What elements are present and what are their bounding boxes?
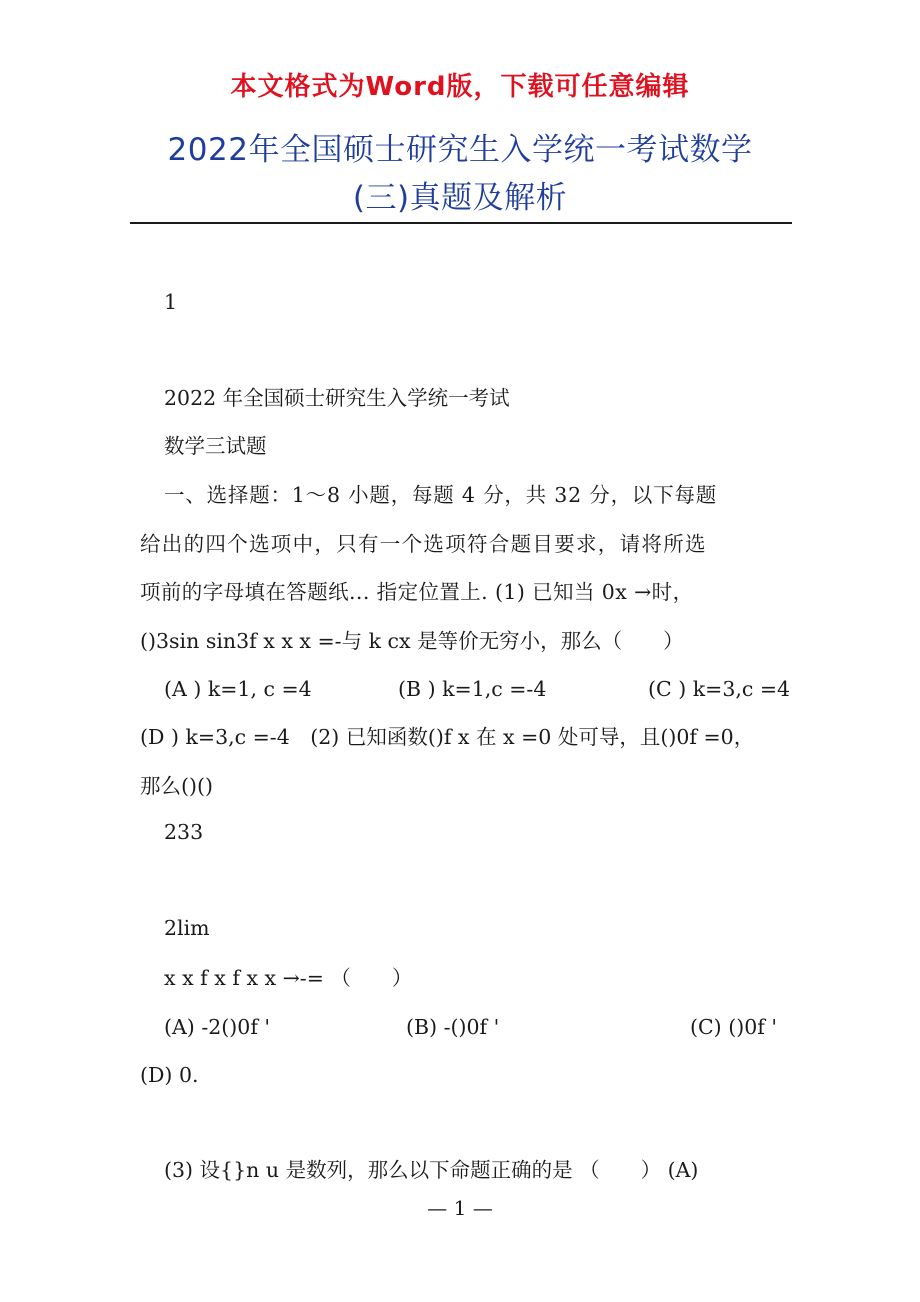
page-number: — 1 — bbox=[427, 1196, 493, 1220]
section1-intro-line-3: 项前的字母填在答题纸... 指定位置上. (1) 已知当 0x →时， bbox=[140, 580, 694, 604]
q1-option-c: (C ) k=3,c =4 bbox=[648, 677, 791, 701]
page-title-line-1: 2022年全国硕士研究生入学统一考试数学 bbox=[167, 132, 753, 168]
page-marker: 1 bbox=[164, 290, 178, 314]
page-title-line-2: (三)真题及解析 bbox=[352, 180, 568, 216]
q2-option-b: (B) -()0f ' bbox=[406, 1015, 500, 1039]
exam-title: 2022 年全国硕士研究生入学统一考试 bbox=[164, 386, 510, 410]
q2-expression: x x f x f x x →-= （ ） bbox=[164, 966, 413, 990]
q1-option-a: (A ) k=1, c =4 bbox=[164, 677, 312, 701]
title-divider bbox=[130, 222, 792, 224]
q3-stem: (3) 设{}n u 是数列，那么以下命题正确的是 （ ） (A) bbox=[164, 1158, 699, 1182]
exam-subtitle: 数学三试题 bbox=[164, 434, 267, 458]
word-version-banner: 本文格式为Word版，下载可任意编辑 bbox=[230, 72, 690, 102]
formula-fragment-lim: 2lim bbox=[164, 916, 210, 940]
section1-intro-line-1: 一、选择题：1～8 小题，每题 4 分，共 32 分，以下每题 bbox=[164, 483, 718, 507]
q1-stem: ()3sin sin3f x x x =-与 k cx 是等价无穷小，那么（ ） bbox=[140, 629, 684, 653]
q2-option-a: (A) -2()0f ' bbox=[164, 1015, 271, 1039]
q2-option-d: (D) 0. bbox=[140, 1063, 199, 1087]
formula-fragment-233: 233 bbox=[164, 820, 204, 844]
q2-continuation: 那么()() bbox=[140, 774, 213, 798]
q1-option-b: (B ) k=1,c =-4 bbox=[398, 677, 547, 701]
q1-option-d-and-q2: (D ) k=3,c =-4 (2) 已知函数()f x 在 x =0 处可导，且()0f =0， bbox=[140, 725, 755, 749]
section1-intro-line-2: 给出的四个选项中，只有一个选项符合题目要求，请将所选 bbox=[140, 532, 707, 556]
q2-option-c: (C) ()0f ' bbox=[690, 1015, 777, 1039]
